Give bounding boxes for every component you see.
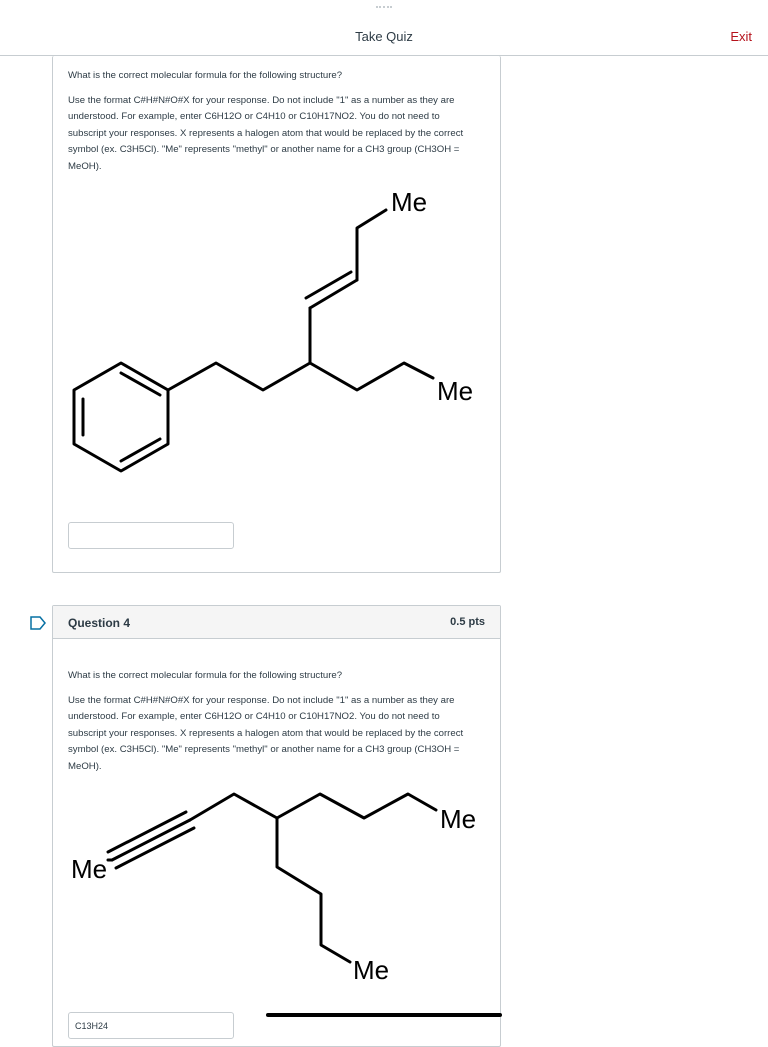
question-3-prompt: What is the correct molecular formula for the following structure? xyxy=(68,70,343,81)
exit-link[interactable]: Exit xyxy=(730,29,752,44)
question-4-card xyxy=(52,605,501,1047)
q4-me-left-label: Me xyxy=(71,854,108,884)
question-4-answer-input[interactable] xyxy=(68,1012,234,1039)
q3-me-right-label: Me xyxy=(437,376,474,406)
drag-handle-icon xyxy=(376,6,392,12)
q3-me-top-label: Me xyxy=(391,187,428,217)
q4-me-right-label: Me xyxy=(440,804,477,834)
question-4-instructions: Use the format C#H#N#O#X for your response. Do not include "1" as a number as they are understood. For example, enter C6H12O or C4H10 or C10H17NO2. You do not need to subscript your responses. X represents a halogen atom that would be replaced by the correct symbol (ex. C3H5Cl). "Me" represents "methyl" or another name for a CH3 group (CH3OH = MeOH). xyxy=(68,694,464,772)
question-3-text xyxy=(68,68,478,183)
q4-me-bottom-label: Me xyxy=(353,955,390,985)
question-3-answer-input[interactable] xyxy=(68,522,234,549)
page-title: Take Quiz xyxy=(355,29,413,44)
question-4-title: Question 4 xyxy=(68,616,131,630)
question-3-card xyxy=(52,56,501,573)
question-4-header xyxy=(53,606,500,639)
question-4-points: 0.5 pts xyxy=(450,616,485,628)
horizontal-scrollbar[interactable] xyxy=(266,1013,502,1017)
top-bar xyxy=(0,0,768,56)
question-4-prompt: What is the correct molecular formula for the following structure? xyxy=(68,670,343,681)
question-4-text xyxy=(68,668,478,783)
question-3-instructions: Use the format C#H#N#O#X for your response. Do not include "1" as a number as they are understood. For example, enter C6H12O or C4H10 or C10H17NO2. You do not need to subscript your responses. X represents a halogen atom that would be replaced by the correct symbol (ex. C3H5Cl). "Me" represents "methyl" or another name for a CH3 group (CH3OH = MeOH). xyxy=(68,94,464,172)
flag-question-icon[interactable] xyxy=(30,616,46,630)
